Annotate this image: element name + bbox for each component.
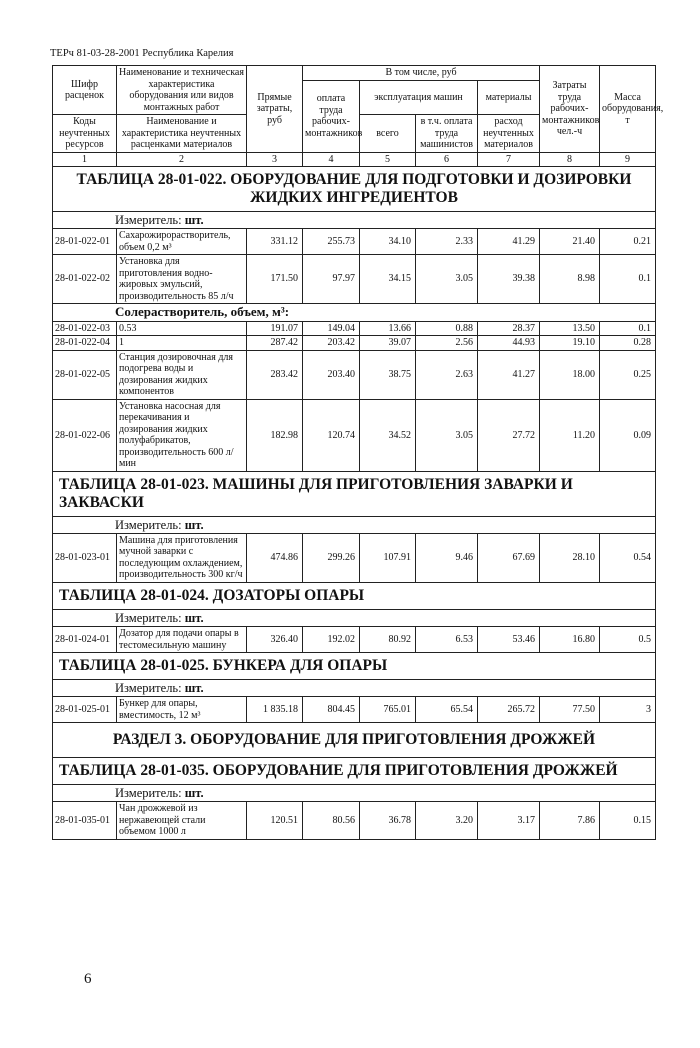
labor-pay: 120.74 [303,399,360,471]
machinist-pay: 2.33 [416,229,478,255]
labor-pay: 149.04 [303,321,360,336]
equipment-mass: 0.21 [600,229,656,255]
direct-cost: 1 835.18 [247,697,303,723]
measure-value: шт. [184,680,204,695]
rates-table [52,65,664,840]
subheading: Солерастворитель, объем, м³: [53,304,656,322]
direct-cost: 331.12 [247,229,303,255]
labor-pay: 203.40 [303,350,360,399]
machines-total: 36.78 [360,802,416,840]
table-row [53,399,656,471]
measure-line [53,679,656,696]
col-header-incl-pay: в т.ч. оплата труда машинистов [416,115,478,153]
machinist-pay: 3.20 [416,802,478,840]
labor-pay: 804.45 [303,697,360,723]
machines-total: 34.15 [360,255,416,304]
materials-cost: 28.37 [478,321,540,336]
materials-cost: 67.69 [478,533,540,582]
table-title: ТАБЛИЦА 28-01-025. БУНКЕРА ДЛЯ ОПАРЫ [53,653,656,680]
equipment-mass: 0.1 [600,321,656,336]
table-row [53,255,656,304]
measure-line [53,211,656,228]
materials-cost: 53.46 [478,627,540,653]
rate-code: 28-01-022-04 [53,336,117,351]
machines-total: 107.91 [360,533,416,582]
labor-hours: 19.10 [540,336,600,351]
section-title: РАЗДЕЛ 3. ОБОРУДОВАНИЕ ДЛЯ ПРИГОТОВЛЕНИЯ ДРОЖЖЕЙ [53,723,656,758]
equipment-mass: 3 [600,697,656,723]
direct-cost: 171.50 [247,255,303,304]
table-row [53,336,656,351]
measure-label: Измеритель: [115,517,182,532]
rate-code: 28-01-022-06 [53,399,117,471]
machinist-pay: 3.05 [416,399,478,471]
col-header-direct: Прямые затраты, руб [247,66,303,153]
measure-value: шт. [184,517,204,532]
machines-total: 34.52 [360,399,416,471]
equipment-mass: 0.15 [600,802,656,840]
rate-name: Бункер для опары, вместимость, 12 м³ [117,697,247,723]
equipment-mass: 0.54 [600,533,656,582]
equipment-mass: 0.09 [600,399,656,471]
rate-name: Установка для приготовления водно-жировых эмульсий, производительность 85 л/ч [117,255,247,304]
machinist-pay: 6.53 [416,627,478,653]
machines-total: 13.66 [360,321,416,336]
rate-name: 0.53 [117,321,247,336]
measure-label: Измеритель: [115,212,182,227]
labor-pay: 299.26 [303,533,360,582]
table-title: ТАБЛИЦА 28-01-024. ДОЗАТОРЫ ОПАРЫ [53,582,656,609]
machinist-pay: 9.46 [416,533,478,582]
measure-line [53,784,656,801]
labor-hours: 18.00 [540,350,600,399]
rate-name: Дозатор для подачи опары в тестомесильную машину [117,627,247,653]
rate-code: 28-01-022-01 [53,229,117,255]
col-header-labor-pay: оплата труда рабочих-монтажников [303,80,360,152]
table-row [53,697,656,723]
table-title: ТАБЛИЦА 28-01-023. МАШИНЫ ДЛЯ ПРИГОТОВЛЕНИЯ ЗАВАРКИ И ЗАКВАСКИ [53,471,656,516]
col-header-unaccounted: расход неучтенных материалов [478,115,540,153]
col-header-shifr: Шифр расценок [53,66,117,115]
labor-hours: 13.50 [540,321,600,336]
page-number: 6 [84,971,92,987]
direct-cost: 182.98 [247,399,303,471]
col-header-machines: эксплуатация машин [360,80,478,115]
labor-hours: 16.80 [540,627,600,653]
labor-pay: 203.42 [303,336,360,351]
col-number: 5 [360,152,416,167]
machinist-pay: 2.56 [416,336,478,351]
machinist-pay: 65.54 [416,697,478,723]
equipment-mass: 0.28 [600,336,656,351]
col-header-name: Наименование и техническая характеристика оборудования или видов монтажных работ [117,66,247,115]
direct-cost: 120.51 [247,802,303,840]
document-header: ТЕРч 81-03-28-2001 Республика Карелия [50,48,234,59]
machinist-pay: 0.88 [416,321,478,336]
rate-code: 28-01-023-01 [53,533,117,582]
direct-cost: 326.40 [247,627,303,653]
materials-cost: 41.29 [478,229,540,255]
materials-cost: 41.27 [478,350,540,399]
col-header-name2: Наименование и характеристика неучтенных расценками материалов [117,115,247,153]
labor-hours: 77.50 [540,697,600,723]
col-number: 4 [303,152,360,167]
rate-code: 28-01-022-05 [53,350,117,399]
labor-pay: 80.56 [303,802,360,840]
col-number: 7 [478,152,540,167]
col-header-labor-cost: Затраты труда рабочих-монтажников чел.-ч [540,66,600,153]
materials-cost: 39.38 [478,255,540,304]
table-title: ТАБЛИЦА 28-01-022. ОБОРУДОВАНИЕ ДЛЯ ПОДГОТОВКИ И ДОЗИРОВКИ ЖИДКИХ ИНГРЕДИЕНТОВ [53,167,656,212]
rate-code: 28-01-035-01 [53,802,117,840]
machinist-pay: 2.63 [416,350,478,399]
rate-code: 28-01-024-01 [53,627,117,653]
labor-pay: 255.73 [303,229,360,255]
measure-value: шт. [184,212,204,227]
col-number: 2 [117,152,247,167]
rate-name: Сахарожирорастворитель, объем 0,2 м³ [117,229,247,255]
col-number: 1 [53,152,117,167]
direct-cost: 287.42 [247,336,303,351]
materials-cost: 44.93 [478,336,540,351]
col-number: 3 [247,152,303,167]
rate-code: 28-01-022-03 [53,321,117,336]
machines-total: 34.10 [360,229,416,255]
table-row [53,229,656,255]
table-row [53,802,656,840]
labor-hours: 7.86 [540,802,600,840]
measure-line [53,516,656,533]
table-row [53,321,656,336]
rate-code: 28-01-025-01 [53,697,117,723]
col-header-mass: Масса оборудования, т [600,66,656,153]
materials-cost: 27.72 [478,399,540,471]
direct-cost: 474.86 [247,533,303,582]
measure-value: шт. [184,610,204,625]
col-number: 6 [416,152,478,167]
col-number: 8 [540,152,600,167]
labor-hours: 8.98 [540,255,600,304]
table-row [53,627,656,653]
direct-cost: 191.07 [247,321,303,336]
direct-cost: 283.42 [247,350,303,399]
measure-label: Измеритель: [115,785,182,800]
machinist-pay: 3.05 [416,255,478,304]
measure-line [53,609,656,626]
rate-name: Установка насосная для перекачивания и дозирования жидких полуфабрикатов, производительность 600 л/мин [117,399,247,471]
col-header-total: всего [360,115,416,153]
col-header-incl: В том числе, руб [303,66,540,81]
machines-total: 765.01 [360,697,416,723]
labor-pay: 97.97 [303,255,360,304]
labor-pay: 192.02 [303,627,360,653]
equipment-mass: 0.5 [600,627,656,653]
machines-total: 39.07 [360,336,416,351]
rate-code: 28-01-022-02 [53,255,117,304]
measure-value: шт. [184,785,204,800]
table-row [53,533,656,582]
table-row [53,350,656,399]
labor-hours: 11.20 [540,399,600,471]
table-title: ТАБЛИЦА 28-01-035. ОБОРУДОВАНИЕ ДЛЯ ПРИГОТОВЛЕНИЯ ДРОЖЖЕЙ [53,758,656,785]
col-header-codes: Коды неучтенных ресурсов [53,115,117,153]
equipment-mass: 0.25 [600,350,656,399]
materials-cost: 3.17 [478,802,540,840]
rate-name: Машина для приготовления мучной заварки с последующим охлаждением, производительность 300 кг/ч [117,533,247,582]
machines-total: 80.92 [360,627,416,653]
measure-label: Измеритель: [115,610,182,625]
rate-name: Станция дозировочная для подогрева воды и дозирования жидких компонентов [117,350,247,399]
rate-name: Чан дрожжевой из нержавеющей стали объемом 1000 л [117,802,247,840]
machines-total: 38.75 [360,350,416,399]
labor-hours: 28.10 [540,533,600,582]
col-header-materials: материалы [478,80,540,115]
rate-name: 1 [117,336,247,351]
labor-hours: 21.40 [540,229,600,255]
equipment-mass: 0.1 [600,255,656,304]
materials-cost: 265.72 [478,697,540,723]
col-number: 9 [600,152,656,167]
measure-label: Измеритель: [115,680,182,695]
